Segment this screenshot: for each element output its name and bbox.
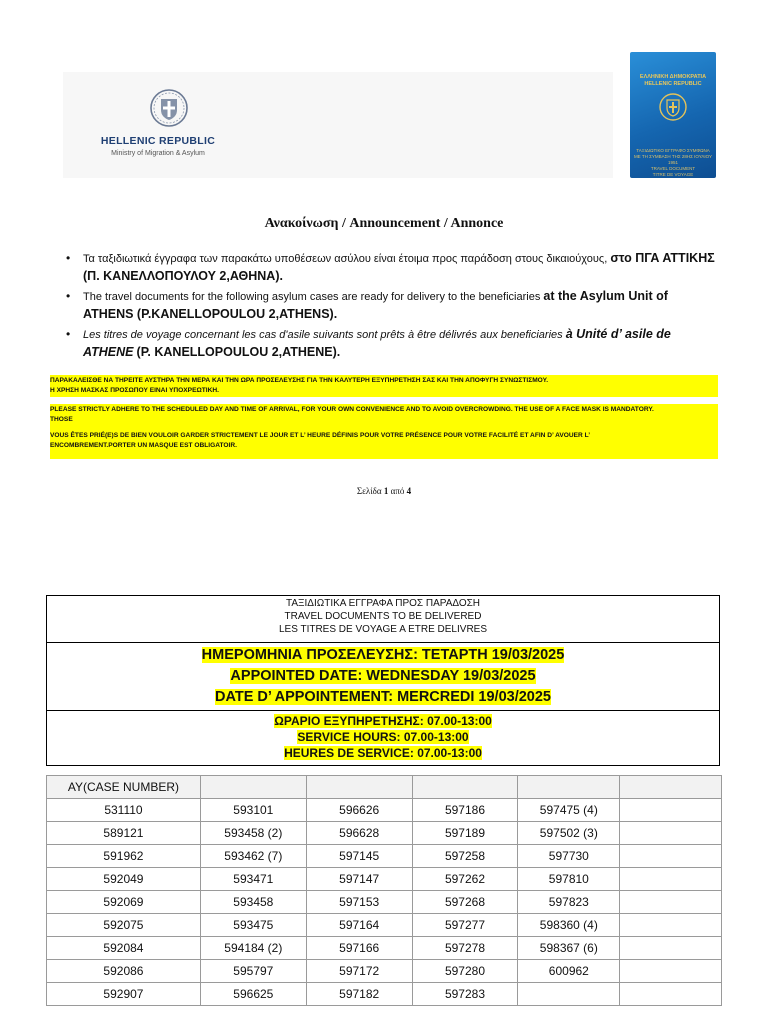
table-cell: 597145 bbox=[306, 845, 412, 868]
table-cell: 592086 bbox=[47, 960, 201, 983]
table-cell: 593471 bbox=[200, 868, 306, 891]
table-cell: 597262 bbox=[412, 868, 518, 891]
appointed-dates: ΗΜΕΡΟΜΗΝΙΑ ΠΡΟΣΕΛΕΥΣΗΣ: ΤΕΤΑΡΤΗ 19/03/2025 APPOINTED DATE: WEDNESDAY 19/03/2025 DATE D’ APPOINTEMENT: MERCREDI 19/03/2025 bbox=[46, 642, 720, 711]
table-cell: 597730 bbox=[518, 845, 620, 868]
table-cell: 597278 bbox=[412, 937, 518, 960]
table-cell: 531110 bbox=[47, 799, 201, 822]
table-row bbox=[47, 960, 722, 983]
table-cell: 596628 bbox=[306, 822, 412, 845]
table-cell: 593101 bbox=[200, 799, 306, 822]
notice-english-french: PLEASE STRICTLY ADHERE TO THE SCHEDULED DAY AND TIME OF ARRIVAL, FOR YOUR OWN CONVENIENCE AND TO AVOID OVERCROWDING. THE USE OF A FACE MASK IS MANDATORY. THOSE VOUS ÊTES PRIÉ(E)S DE BIEN VOULOIR GARDER STRICTEMENT LE JOUR ET L’ HEURE DÉFINIS POUR VOTRE PRÉSENCE POUR VOTRE FACILITÉ ET AFIN D’ AVOUER L’ ENCOMBREMENT.PORTER UN MASQUE EST OBLIGATOIR. bbox=[50, 404, 718, 459]
table-cell: 597166 bbox=[306, 937, 412, 960]
table-cell bbox=[620, 891, 722, 914]
case-number-table bbox=[46, 775, 722, 1006]
table-cell: 591962 bbox=[47, 845, 201, 868]
table-header-cell bbox=[412, 776, 518, 799]
table-row bbox=[47, 845, 722, 868]
table-cell: 597475 (4) bbox=[518, 799, 620, 822]
bullet-french: • Les titres de voyage concernant les cas d'asile suivants sont prêts à être délivrés aux beneficiaries à Unité d’ asile de ATHENE (P. KANELLOPOULOU 2,ATHENE). bbox=[66, 326, 716, 362]
table-cell: 598367 (6) bbox=[518, 937, 620, 960]
table-cell bbox=[620, 937, 722, 960]
page-indicator: Σελίδα 1 από 4 bbox=[356, 486, 412, 496]
table-row bbox=[47, 799, 722, 822]
table-cell: 597502 (3) bbox=[518, 822, 620, 845]
table-cell: 592075 bbox=[47, 914, 201, 937]
bullet-english: • The travel documents for the following asylum cases are ready for delivery to the beneficiaries at the Asylum Unit of ATHENS (P.KANELLOPOULOU 2,ATHENS). bbox=[66, 288, 716, 324]
passport-cover-subtitle: ΤΑΞΙΔΙΩΤΙΚΟ ΕΓΓΡΑΦΟ ΣΥΜΦΩΝΑ ΜΕ ΤΗ ΣΥΜΒΑΣΗ ΤΗΣ 28ΗΣ ΙΟΥΛΙΟΥ 1951 TRAVEL DOCUMENT TITRE DE VOYAGE bbox=[633, 148, 713, 177]
table-cell: 597823 bbox=[518, 891, 620, 914]
table-row bbox=[47, 822, 722, 845]
table-cell: 596625 bbox=[200, 983, 306, 1006]
table-cell: 598360 (4) bbox=[518, 914, 620, 937]
table-cell: 596626 bbox=[306, 799, 412, 822]
table-row bbox=[47, 868, 722, 891]
table-cell: 597283 bbox=[412, 983, 518, 1006]
header-banner bbox=[63, 72, 613, 178]
table-header-cell bbox=[518, 776, 620, 799]
table-cell: 592084 bbox=[47, 937, 201, 960]
table-header-cell: AY(CASE NUMBER) bbox=[47, 776, 201, 799]
table-cell: 600962 bbox=[518, 960, 620, 983]
table-cell bbox=[620, 799, 722, 822]
service-hours: ΩΡΑΡΙΟ ΕΞΥΠΗΡΕΤΗΣΗΣ: 07.00-13:00 SERVICE HOURS: 07.00-13:00 HEURES DE SERVICE: 07.00-13:00 bbox=[46, 710, 720, 766]
passport-emblem-icon bbox=[658, 92, 688, 122]
table-cell: 597182 bbox=[306, 983, 412, 1006]
delivery-heading: ΤΑΞΙΔΙΩΤΙΚΑ ΕΓΓΡΑΦΑ ΠΡΟΣ ΠΑΡΑΔΟΣΗ TRAVEL DOCUMENTS TO BE DELIVERED LES TITRES DE VOYAGE A ETRE DELIVRES bbox=[46, 595, 720, 643]
ministry-name: Ministry of Migration & Asylum bbox=[111, 150, 205, 157]
greek-coat-of-arms-icon bbox=[149, 88, 189, 128]
table-cell: 597810 bbox=[518, 868, 620, 891]
table-cell: 595797 bbox=[200, 960, 306, 983]
table-header-cell bbox=[200, 776, 306, 799]
table-cell: 597277 bbox=[412, 914, 518, 937]
table-cell: 597258 bbox=[412, 845, 518, 868]
table-row bbox=[47, 891, 722, 914]
table-cell bbox=[620, 914, 722, 937]
table-cell: 593475 bbox=[200, 914, 306, 937]
passport-image bbox=[630, 52, 716, 178]
announcement-bullets bbox=[66, 250, 716, 364]
passport-cover-title: ΕΛΛΗΝΙΚΗ ΔΗΜΟΚΡΑΤΙΑ HELLENIC REPUBLIC bbox=[639, 74, 707, 87]
table-cell: 597164 bbox=[306, 914, 412, 937]
table-cell: 593462 (7) bbox=[200, 845, 306, 868]
table-cell: 597153 bbox=[306, 891, 412, 914]
table-cell: 589121 bbox=[47, 822, 201, 845]
table-cell: 597189 bbox=[412, 822, 518, 845]
republic-name: HELLENIC REPUBLIC bbox=[100, 135, 216, 147]
table-cell bbox=[620, 845, 722, 868]
table-cell: 592049 bbox=[47, 868, 201, 891]
table-cell: 592907 bbox=[47, 983, 201, 1006]
table-cell: 597186 bbox=[412, 799, 518, 822]
table-row bbox=[47, 983, 722, 1006]
table-cell bbox=[620, 822, 722, 845]
table-header-cell bbox=[306, 776, 412, 799]
announcement-title: Ανακοίνωση / Announcement / Annonce bbox=[264, 216, 504, 231]
table-cell: 593458 (2) bbox=[200, 822, 306, 845]
table-row bbox=[47, 937, 722, 960]
table-cell: 593458 bbox=[200, 891, 306, 914]
table-cell bbox=[620, 868, 722, 891]
table-header-row bbox=[47, 776, 722, 799]
table-cell bbox=[620, 960, 722, 983]
table-cell: 594184 (2) bbox=[200, 937, 306, 960]
table-row bbox=[47, 914, 722, 937]
table-cell bbox=[518, 983, 620, 1006]
table-header-cell bbox=[620, 776, 722, 799]
hellenic-republic-logo bbox=[89, 88, 249, 168]
table-cell: 597147 bbox=[306, 868, 412, 891]
table-cell: 597280 bbox=[412, 960, 518, 983]
table-cell: 592069 bbox=[47, 891, 201, 914]
bullet-greek: • Τα ταξιδιωτικά έγγραφα των παρακάτω υποθέσεων ασύλου είναι έτοιμα προς παράδοση στους δικαιούχους, στο ΠΓΑ ΑΤΤΙΚΗΣ (Π. ΚΑΝΕΛΛΟΠΟΥΛΟΥ 2,ΑΘΗΝΑ). bbox=[66, 250, 716, 286]
table-cell: 597172 bbox=[306, 960, 412, 983]
table-cell bbox=[620, 983, 722, 1006]
table-cell: 597268 bbox=[412, 891, 518, 914]
notice-greek: ΠΑΡΑΚΑΛΕΙΣΘΕ ΝΑ ΤΗΡΕΙΤΕ ΑΥΣΤΗΡΑ ΤΗΝ ΜΕΡΑ ΚΑΙ ΤΗΝ ΩΡΑ ΠΡΟΣΕΛΕΥΣΗΣ ΓΙΑ ΤΗΝ ΚΑΛΥΤΕΡΗ ΕΞΥΠΗΡΕΤΗΣΗ ΣΑΣ ΚΑΙ ΤΗΝ ΑΠΟΦΥΓΗ ΣΥΝΩΣΤΙΣΜΟΥ. Η ΧΡΗΣΗ ΜΑΣΚΑΣ ΠΡΟΣΩΠΟΥ ΕΙΝΑΙ ΥΠΟΧΡΕΩΤΙΚΗ. bbox=[50, 375, 718, 397]
